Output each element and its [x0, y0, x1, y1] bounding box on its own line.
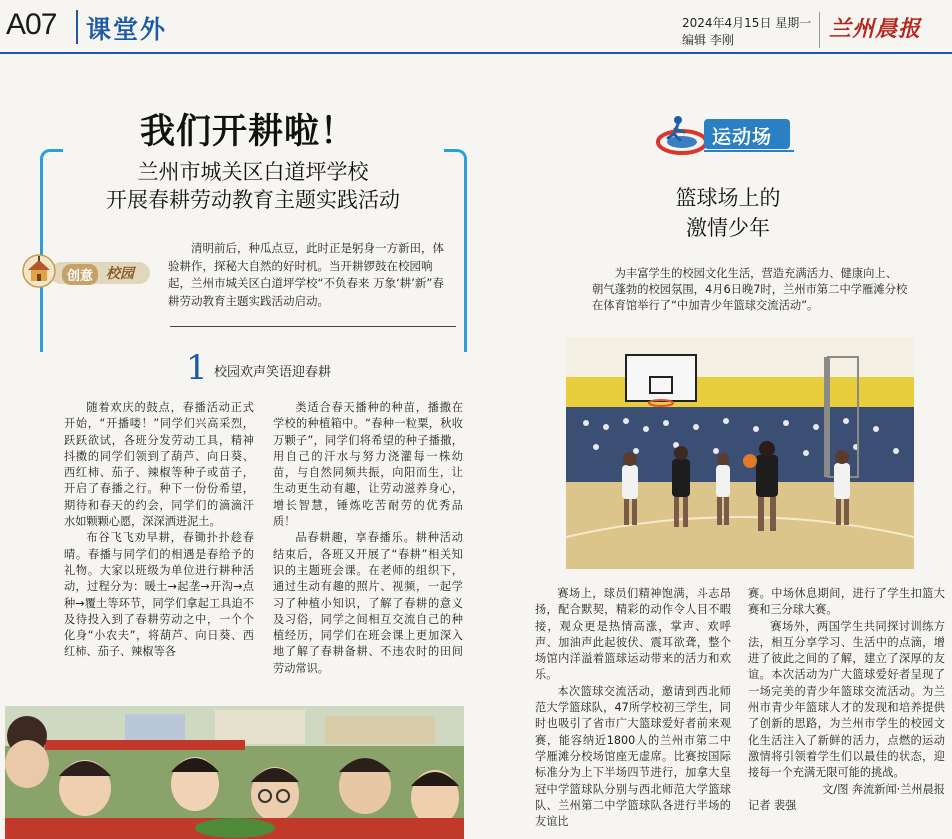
main-headline: 我们开耕啦！	[140, 112, 357, 152]
badge-label-campus: 校园	[106, 266, 134, 282]
publication-date: 2024年4月15日 星期一	[682, 16, 812, 30]
students-planting-photo	[5, 706, 464, 839]
paragraph: 赛场外，两国学生共同探讨训练方法，相互分享学习、生活中的点滴，增进了彼此之间的了解，建立了深厚的友谊。本次活动为广大篮球爱好者呈现了一场完美的青少年篮球交流活动。为兰州市青少年篮球人才的发现和培养提供了创新的思路，为兰州市学生的校园文化生活注入了新鲜的活力，点燃的运动激情将引领着学生们以最佳的状态，迎接每一个充满无限可能的挑战。	[748, 619, 945, 780]
paragraph: 随着欢庆的鼓点，春播活动正式开始，“开播喽！”同学们兴高采烈，跃跃欲试，各班分发劳动工具，精神抖擞的同学们领到了葫芦、向日葵、西红柿、茄子、辣椒等种子或苗子，开启了春播之行。种下一份份希望，期待和春天的约会，同学们的滴滴汗水如颗颗心愿，深深洒进泥土。	[64, 401, 254, 529]
article-column-2	[273, 400, 463, 677]
badge-label-creative: 创意	[62, 264, 98, 285]
header-divider	[76, 10, 78, 44]
section-name: 课堂外	[86, 15, 168, 44]
column-badge	[22, 252, 156, 288]
intro-paragraph: 清明前后，种瓜点豆，此时正是躬身一方新田，体验耕作，探秘大自然的好时机。当开耕锣鼓在校园响起，兰州市城关区白道坪学校“不负春来 万象‘耕’新”春耕劳动教育主题实践活动启动。	[168, 241, 444, 308]
editor-credit: 编辑 李刚	[682, 33, 734, 47]
paragraph: 类适合春天播种的种苗，播撒在学校的种植箱中。“春种一粒粟，秋收万颗子”，同学们将希望的种子播撒，用自己的汗水与努力浇灌每一株幼苗，与自然同频共振，向阳而生，让生动更生动有趣，让劳动滋养身心，增长智慧，锤炼吃苦耐劳的优秀品质！	[273, 401, 463, 529]
sports-headline-line-2: 激情少年	[686, 216, 770, 240]
paragraph: 赛场上，球员们精神饱满，斗志昂扬，配合默契，精彩的动作令人目不暇接，观众更是热情高涨，掌声、欢呼声、加油声此起彼伏、震耳欲聋，整个场馆内洋溢着篮球运动带来的活力和欢乐。	[535, 587, 731, 682]
article-column-1	[64, 400, 254, 661]
photo-credit: 文/图 奔流新闻·兰州晨报	[822, 782, 945, 796]
basketball-game-photo	[566, 337, 914, 569]
paragraph: 本次篮球交流活动，邀请到西北师范大学篮球队，47所学校初三学生，同时也吸引了省市广大篮球爱好者前来观赛，能容纳近1800人的兰州市第二中学雁滩分校场馆座无虚席。比赛按国际标准分为上下半场四节进行，加拿大皇冠中学篮球队分别与西北师范大学篮球队、兰州第二中学篮球队各进行半场的友谊比	[535, 684, 731, 829]
sports-intro-paragraph: 为丰富学生的校园文化生活，营造充满活力、健康向上、朝气蓬勃的校园氛围，4月6日晚7时，兰州市第二中学雁滩分校在体育馆举行了“中加青少年篮球交流活动”。	[592, 267, 908, 312]
paragraph: 品春耕趣，享春播乐。耕种活动结束后，各班又开展了“春耕”相关知识的主题班会课。在老师的组织下，通过生动有趣的照片、视频，一起学习了种植小知识，了解了春耕的意义及习俗，同学之间相互交流自己的种植经历，同学们在班会课上更加深入地了解了春耕备耕、不违农时的田间劳动常识。	[273, 531, 463, 675]
logo-divider	[819, 12, 820, 48]
paragraph: 赛。中场休息期间，进行了学生扣篮大赛和三分球大赛。	[748, 587, 945, 617]
header-rule	[0, 52, 952, 54]
intro-rule	[170, 326, 456, 327]
paragraph: 布谷飞飞劝早耕，春锄扑扑趁春晴。春播与同学们的相遇是春给予的礼物。大家以班级为单位进行耕种活动，过程分为：暖土→起垄→开沟→点种→覆土等环节，同学们拿起工具迫不及待投入到了春耕劳动之中，一个个化身“小农夫”，将葫芦、向日葵、西红柿、茄子、辣椒等各	[64, 531, 254, 659]
section-number: 1	[186, 348, 208, 388]
newspaper-logo: 兰州晨报	[829, 16, 922, 42]
column-tag-underline	[704, 150, 794, 152]
subheadline-line-2: 开展春耕劳动教育主题实践活动	[106, 188, 400, 212]
section-title: 校园欢声笑语迎春耕	[214, 365, 332, 380]
column-tag-sports: 运动场	[712, 126, 773, 148]
subheadline-line-1: 兰州市城关区白道坪学校	[137, 160, 369, 184]
sports-headline-line-1: 篮球场上的	[675, 186, 781, 210]
page-number: A07	[6, 8, 57, 41]
school-house-icon	[22, 252, 56, 288]
sports-article-column-2	[748, 586, 945, 814]
sports-article-column-1	[535, 586, 731, 830]
reporter-credit: 记者 裴强	[748, 798, 797, 812]
